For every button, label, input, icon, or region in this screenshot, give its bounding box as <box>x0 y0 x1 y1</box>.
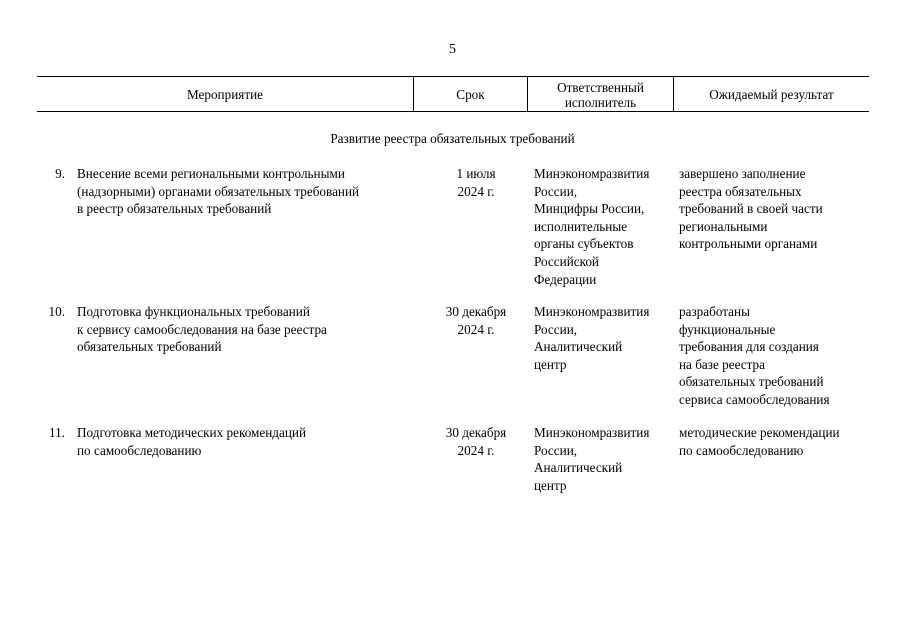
row-number: 11. <box>49 425 65 440</box>
page-number: 5 <box>449 42 456 57</box>
row-number: 10. <box>48 304 65 319</box>
row-result: завершено заполнение реестра обязательных требований в своей части региональными контрольными органами <box>679 166 823 252</box>
row-responsible: Минэкономразвития России, Минцифры России, исполнительные органы субъектов Российской Федерации <box>534 166 650 287</box>
row-number: 9. <box>55 166 65 181</box>
row-responsible: Минэкономразвития России, Аналитический центр <box>534 425 650 493</box>
section-title: Развитие реестра обязательных требований <box>330 131 575 146</box>
row-event: Внесение всеми региональными контрольными (надзорными) органами обязательных требований в реестр обязательных требований <box>77 166 360 217</box>
row-result: методические рекомендации по самообследованию <box>679 425 840 458</box>
row-responsible: Минэкономразвития России, Аналитический центр <box>534 304 650 372</box>
row-deadline: 30 декабря 2024 г. <box>445 304 507 337</box>
header-responsible: Ответственный исполнитель <box>528 77 674 111</box>
row-event: Подготовка функциональных требований к сервису самообследования на базе реестра обязательных требований <box>77 304 327 355</box>
header-event: Мероприятие <box>37 77 414 111</box>
table-header <box>37 76 869 112</box>
row-deadline: 30 декабря 2024 г. <box>445 425 507 458</box>
row-result: разработаны функциональные требования для создания на базе реестра обязательных требований сервиса самообследования <box>679 304 830 407</box>
row-event: Подготовка методических рекомендаций по самообследованию <box>77 425 307 458</box>
row-deadline: 1 июля 2024 г. <box>456 166 496 199</box>
header-result: Ожидаемый результат <box>709 87 834 103</box>
header-deadline: Срок <box>414 77 528 111</box>
